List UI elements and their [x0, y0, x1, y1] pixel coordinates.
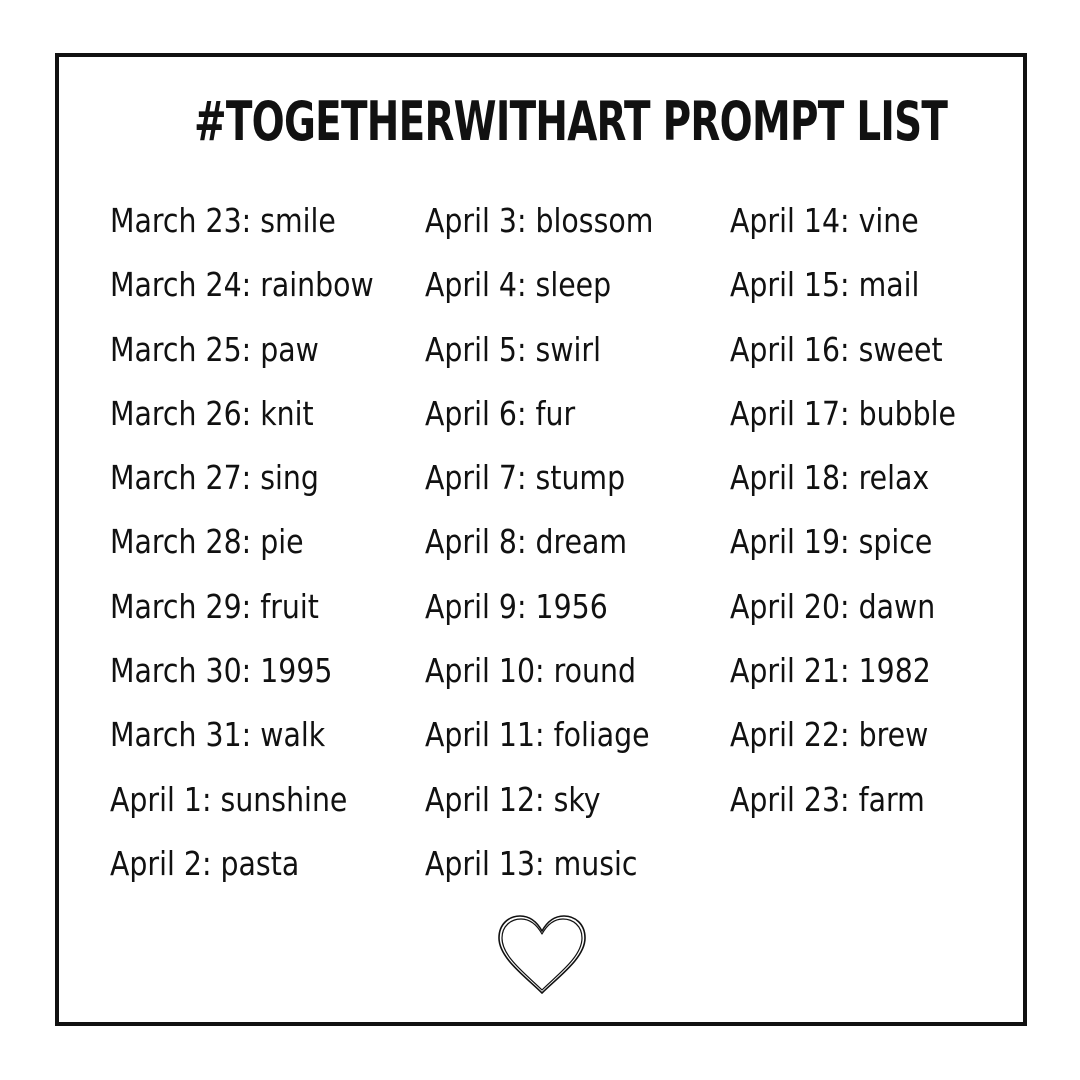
- prompt-entry: April 23: farm: [730, 779, 925, 819]
- prompt-entry: March 27: sing: [110, 458, 319, 498]
- prompt-list-frame: [55, 53, 1027, 1026]
- prompt-entry: April 6: fur: [425, 393, 576, 433]
- prompt-entry: April 11: foliage: [425, 715, 650, 755]
- prompt-entry: April 15: mail: [730, 265, 920, 305]
- prompt-entry: April 3: blossom: [425, 201, 654, 240]
- prompt-entry: April 17: bubble: [730, 393, 956, 433]
- prompt-entry: April 9: 1956: [425, 586, 608, 626]
- prompt-entry: April 10: round: [425, 651, 636, 691]
- prompt-column-3: [730, 199, 993, 842]
- prompt-entry: April 5: swirl: [425, 329, 601, 369]
- prompt-entry: April 22: brew: [730, 715, 929, 755]
- prompt-entry: March 26: knit: [110, 393, 314, 433]
- prompt-entry: April 19: spice: [730, 522, 933, 562]
- prompt-entry: April 8: dream: [425, 522, 628, 562]
- prompt-entry: March 25: paw: [110, 329, 319, 369]
- prompt-entry: March 29: fruit: [110, 586, 319, 626]
- prompt-entry: April 4: sleep: [425, 265, 612, 305]
- prompt-entry: April 18: relax: [730, 458, 930, 498]
- prompt-entry: April 2: pasta: [110, 843, 300, 883]
- prompt-column-2: [425, 199, 691, 906]
- prompt-entry: March 23: smile: [110, 201, 336, 240]
- prompt-entry: April 13: music: [425, 843, 638, 883]
- prompt-entry: April 12: sky: [425, 779, 601, 819]
- prompt-entry: March 30: 1995: [110, 651, 333, 691]
- prompt-entry: April 16: sweet: [730, 329, 943, 369]
- prompt-entry: March 31: walk: [110, 715, 326, 755]
- prompt-entry: April 20: dawn: [730, 586, 936, 626]
- prompt-entry: April 14: vine: [730, 201, 919, 240]
- prompt-entry: April 7: stump: [425, 458, 626, 498]
- prompt-entry: April 1: sunshine: [110, 779, 348, 819]
- prompt-entry: March 24: rainbow: [110, 265, 374, 305]
- heart-outline-icon: [496, 913, 588, 997]
- prompt-entry: March 28: pie: [110, 522, 304, 562]
- page-title: #TOGETHERWITHART PROMPT LIST: [193, 90, 948, 153]
- prompt-entry: April 21: 1982: [730, 651, 931, 691]
- prompt-column-1: [110, 199, 417, 906]
